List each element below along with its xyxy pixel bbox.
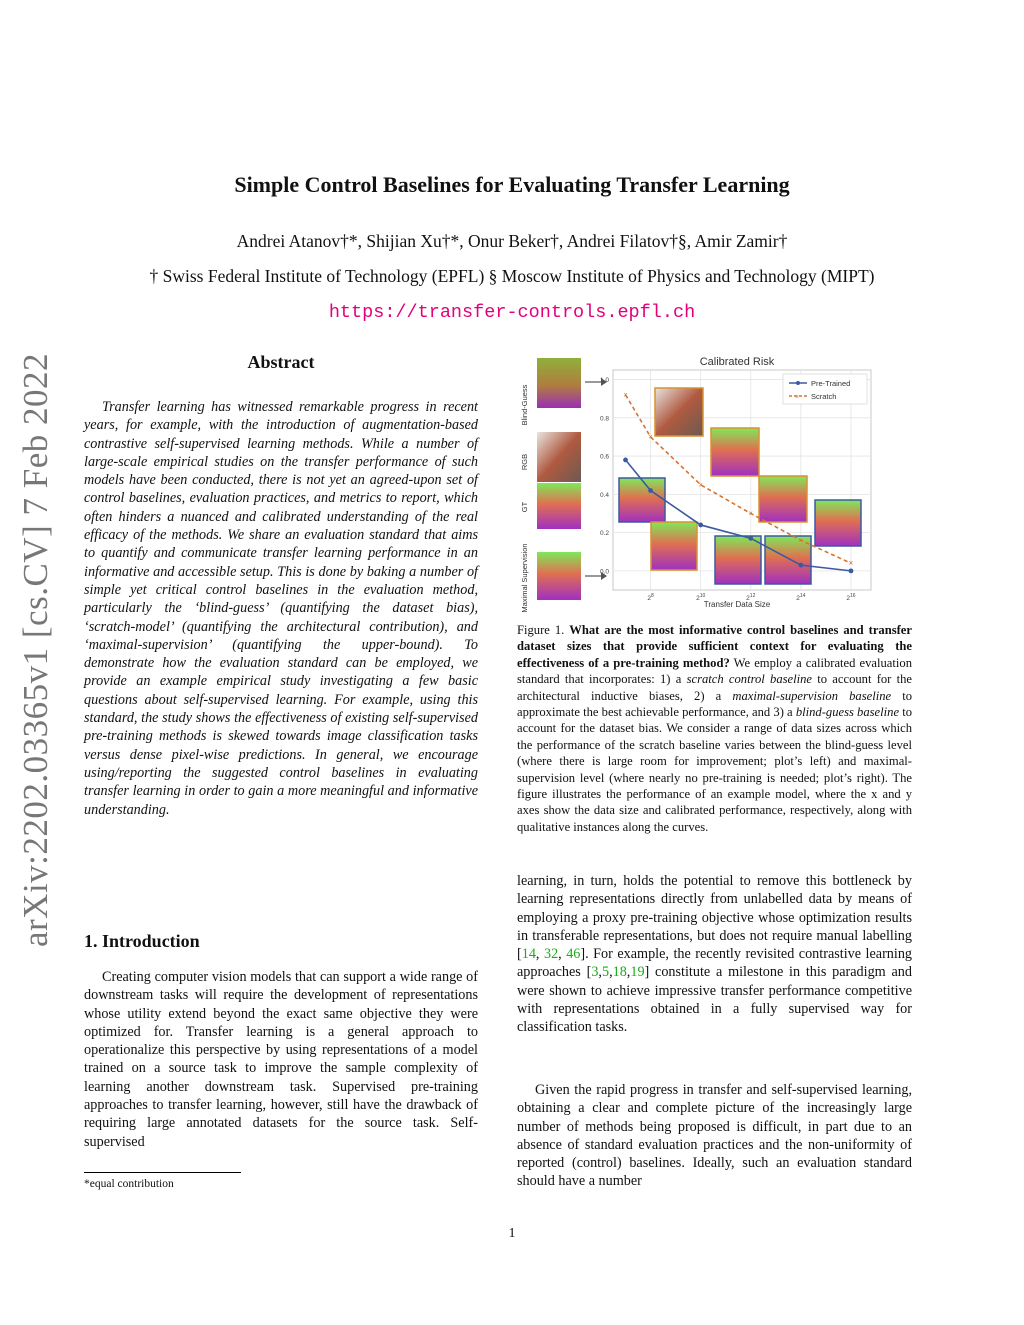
data-point: ×	[698, 480, 704, 490]
y-tick-label: 1.0	[599, 377, 609, 385]
pretrained-thumb-3	[715, 536, 761, 584]
caption-text-1: We employ a calibrated evaluation standard that incorporates: 1) a	[517, 655, 912, 687]
paper-title: Simple Control Baselines for Evaluating Transfer Learning	[234, 172, 790, 197]
gt-image	[537, 483, 581, 529]
row-label-maximal-supervision: Maximal Supervision	[520, 543, 529, 612]
x-tick-label: $2^{16}$	[846, 593, 856, 602]
project-url-link[interactable]: https://transfer-controls.epfl.ch	[328, 302, 696, 323]
maximal-supervision-image	[537, 552, 581, 600]
blind-guess-image	[537, 358, 581, 408]
citation-link[interactable]: 32	[543, 946, 559, 963]
x-tick-label: $2^{12}$	[746, 593, 756, 602]
caption-label: Figure 1.	[517, 623, 565, 637]
footnote: *equal contribution	[84, 1178, 174, 1190]
pretrained-thumb-1	[619, 478, 665, 522]
right-column-paragraph-2: Given the rapid progress in transfer and self-supervised learning, obtaining a clear and complete picture of the increasingly large number of methods being proposed is difficult, in part due to an absence of standard evaluation practices and the non-uniformity of reported (control) baselines. Ideally, such an evaluation standard should have a number	[517, 1082, 912, 1190]
pretrained-thumb-4	[765, 536, 811, 584]
pretrained-thumb-2	[651, 522, 697, 570]
scratch-thumb-3	[759, 476, 807, 522]
page-number: 1	[508, 1226, 516, 1241]
legend	[783, 374, 867, 404]
y-tick-label: 0.6	[599, 453, 609, 461]
rgb-image	[537, 432, 581, 482]
citation-link[interactable]: 46	[566, 946, 581, 963]
data-point: ×	[748, 508, 754, 518]
legend-scratch: Scratch	[811, 392, 837, 401]
affiliations: † Swiss Federal Institute of Technology (EPFL) § Moscow Institute of Physics and Technology (MIPT)	[149, 266, 875, 286]
paragraph-text: learning, in turn, holds the potential to remove this bottleneck by learning representations directly from unlabelled data by means of employing a proxy pre-training objective whose optimization results in transferable representations, but does not require manual labelling [	[517, 873, 912, 963]
intro-heading: 1. Introduction	[84, 931, 200, 951]
x-tick-label: $2^{14}$	[796, 593, 806, 602]
caption-text-4: to account for the dataset bias. We consider a range of data sizes across which the performance of the scratch baseline varies between the blind-guess level (where there is large room for improvement; plot’s left) and maximal-supervision level (where nearly no pre-training is needed; plot’s right). The figure illustrates the performance of an example model, where the x and y axes show the data size and calibrated performance, respectively, along with qualitative instances along the curves.	[517, 705, 912, 834]
footnote-divider	[84, 1172, 241, 1173]
citation-link[interactable]: 3	[591, 964, 599, 981]
citation-link[interactable]: 14	[521, 946, 536, 963]
x-tick-label: $2^8$	[647, 593, 654, 602]
y-tick-label: 0.2	[599, 530, 609, 538]
abstract-body: Transfer learning has witnessed remarkable progress in recent years, for example, with the introduction of augmentation-based contrastive self-supervised learning methods. While a number of large-scale empirical studies on the transfer performance of such models have been conducted, there is not yet an agreed-upon set of control baselines, evaluation practices, and metrics to report, which often hinders a nuanced and calibrated understanding of the real efficacy of the methods. We share an evaluation standard that aims to quantify and communicate transfer learning performance in an informative and accessible setup. This is done by baking a number of simple yet critical control baselines in the evaluation method, particularly the ‘blind-guess’ (quantifying the dataset bias), ‘scratch-model’ (quantifying the architectural contribution), and ‘maximal-supervision’ (quantifying the upper-bound). To demonstrate how the evaluation standard can be employed, we provide an example empirical study investigating a few basic questions about self-supervised learning. For example, using this standard, the study shows the effectiveness of existing self-supervised pre-training methods is skewed towards image classification tasks versus dense pixel-wise predictions. In general, we encourage using/reporting the suggested control baselines in evaluating transfer learning in order to gain a more meaningful and informative understanding.	[84, 399, 478, 818]
y-axis-ticks	[600, 377, 609, 575]
svg-text:×: ×	[795, 394, 800, 401]
caption-bold: What are the most informative control baselines and transfer dataset sizes that provide sufficient context for evaluating the effectiveness of a pre-training method?	[517, 623, 912, 670]
paragraph-text: ] constitute a milestone in this paradigm and were shown to achieve impressive transfer performance competitive with representations obtained in a fully supervised way for classification tasks.	[517, 964, 912, 1036]
citation-link[interactable]: 18	[612, 964, 627, 981]
row-label-gt: GT	[520, 501, 529, 513]
data-point	[648, 488, 653, 493]
x-tick-label: $2^{10}$	[696, 593, 706, 602]
caption-italic-3: blind-guess baseline	[795, 705, 900, 720]
y-tick-label: 0.4	[599, 491, 609, 499]
figure-caption	[517, 622, 912, 835]
arxiv-identifier: arXiv:2202.03365v1 [cs.CV] 7 Feb 2022	[16, 352, 55, 948]
chart-title: Calibrated Risk	[699, 356, 775, 368]
data-point	[623, 458, 628, 463]
data-point	[798, 563, 803, 568]
data-point: ×	[623, 390, 628, 400]
scratch-thumb-2	[711, 428, 759, 476]
y-tick-label: 0.8	[599, 415, 609, 423]
data-point	[849, 568, 854, 573]
scratch-thumb-4	[815, 500, 861, 546]
data-point	[698, 523, 703, 528]
caption-text-3: to approximate the best achievable performance, and 3) a	[517, 688, 913, 720]
data-point: ×	[648, 432, 653, 442]
data-point: ×	[798, 535, 804, 545]
intro-body: Creating computer vision models that can support a wide range of downstream tasks will require the development of representations whose utility extend beyond the exact same objective they were optimized for. Transfer learning is a general approach to operationalize this perspective by using representations of a model trained on a source task to improve the sample complexity of learning another downstream task. Supervised pre-training approaches to transfer learning, however, still have the drawback of requiring large annotated datasets for the source task. Self-supervised	[84, 969, 478, 1150]
caption-italic-2: maximal-supervision baseline	[732, 688, 892, 703]
data-point	[748, 536, 753, 541]
data-point: ×	[848, 558, 854, 568]
legend-pretrained: Pre-Trained	[811, 379, 851, 388]
scratch-thumb-1	[655, 388, 703, 436]
calibrated-risk-chart	[515, 350, 915, 612]
citation-link[interactable]: 19	[630, 964, 645, 981]
x-axis-label: Transfer Data Size	[703, 600, 771, 609]
figure-1	[515, 350, 915, 612]
y-tick-label: 0.0	[599, 568, 609, 576]
author-list: Andrei Atanov†*, Shijian Xu†*, Onur Beker†, Andrei Filatov†§, Amir Zamir†	[236, 231, 788, 251]
abstract-heading: Abstract	[247, 352, 315, 372]
caption-text-2: to account for the architectural inductive biases, 2) a	[517, 672, 912, 703]
row-label-rgb: RGB	[520, 453, 529, 471]
citation-link[interactable]: 5	[601, 964, 610, 981]
right-column-paragraph-1: learning, in turn, holds the potential to remove this bottleneck by learning representations directly from unlabelled data by means of employing a proxy pre-training objective whose optimization results in transferable representations, but does not require manual labelling [14, 32, 46]. For example, the recently revisited contrastive learning approaches [3,5,18,19] constitute a milestone in this paradigm and were shown to achieve impressive transfer performance competitive with representations obtained in a fully supervised way for classification tasks.	[517, 873, 913, 1036]
caption-italic-1: scratch control baseline	[686, 672, 813, 687]
row-label-blind-guess: Blind-Guess	[520, 384, 529, 426]
paragraph-text: ]. For example, the recently revisited contrastive learning approaches [	[517, 946, 913, 981]
